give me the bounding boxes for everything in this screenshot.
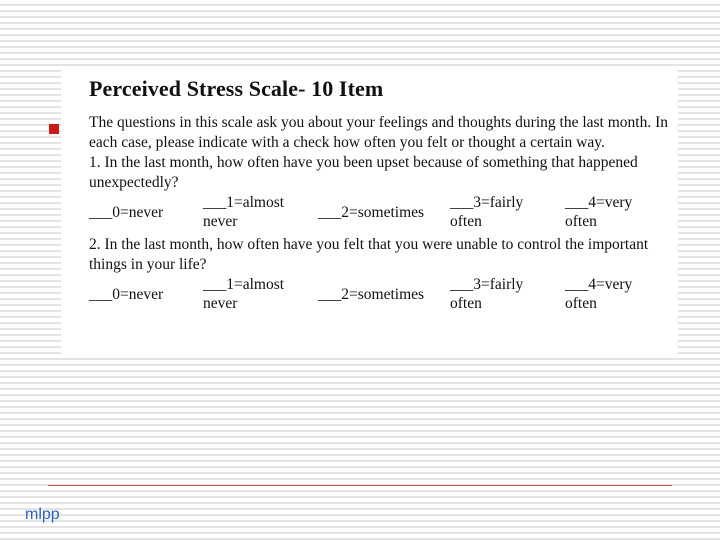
scale-panel xyxy=(61,69,678,358)
q1-option-0[interactable]: ___0=never xyxy=(89,204,164,221)
q1-option-4[interactable]: ___4=very often xyxy=(565,194,633,230)
scale-title: Perceived Stress Scale- 10 Item xyxy=(89,76,384,101)
q2-option-0[interactable]: ___0=never xyxy=(89,286,164,303)
q2-option-2[interactable]: ___2=sometimes xyxy=(318,286,425,303)
q2-option-1[interactable]: ___1=almost never xyxy=(203,276,285,312)
slide-bullet xyxy=(49,124,59,134)
footer-rule xyxy=(48,485,672,486)
question-2-options xyxy=(89,275,678,317)
scale-instructions: The questions in this scale ask you about your feelings and thoughts during the last month. In each case, please indicate with a check how often you felt or thought a certain way. xyxy=(89,114,669,151)
question-1-text: 1. In the last month, how often have you been upset because of something that happened unexpectedly? xyxy=(89,154,638,191)
q2-option-4[interactable]: ___4=very often xyxy=(565,276,633,312)
footer-label: mlpp xyxy=(25,506,60,523)
q2-option-3[interactable]: ___3=fairly often xyxy=(450,276,524,312)
q1-option-2[interactable]: ___2=sometimes xyxy=(318,204,425,221)
q1-option-1[interactable]: ___1=almost never xyxy=(203,194,285,230)
q1-option-3[interactable]: ___3=fairly often xyxy=(450,194,524,230)
question-2-text: 2. In the last month, how often have you felt that you were unable to control the important things in your life? xyxy=(89,236,649,273)
question-1-options xyxy=(89,193,678,235)
